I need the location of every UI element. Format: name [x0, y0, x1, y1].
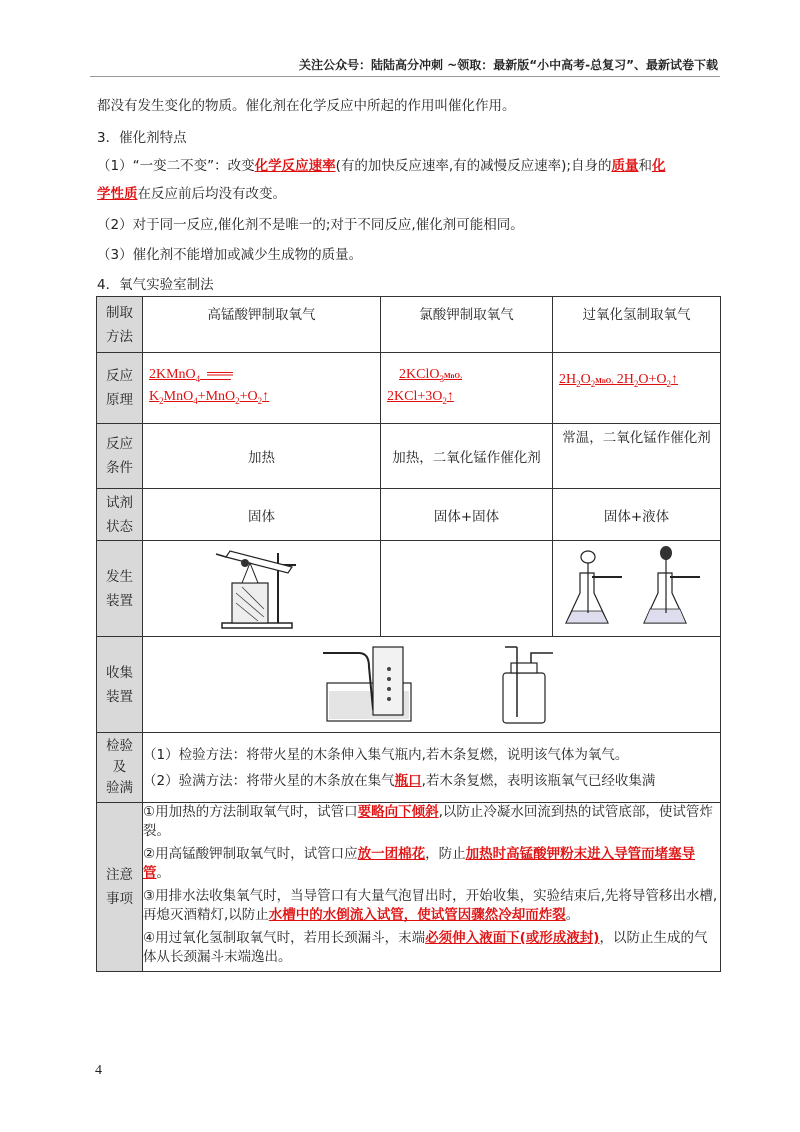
- state-h2o2: 固体+液体: [553, 489, 721, 541]
- row-test: [97, 733, 721, 803]
- equation-kclo3: 2KClO$_3$MnO₂ $2KCl+3O_2↑$: [381, 353, 553, 424]
- page-header: 关注公众号：陆陆高分冲刺 ~领取：最新版“小中高考-总复习”、最新试卷下载: [299, 58, 718, 72]
- section4-title: 4．氧气实验室制法: [97, 277, 214, 293]
- full-method: （2）验满方法：将带火星的木条放在集气瓶口,若木条复燃，表明该瓶氧气已经收集满: [143, 772, 656, 789]
- section3-item2: （2）对于同一反应,催化剂不是唯一的;对于不同反应,催化剂可能相同。: [97, 217, 524, 233]
- state-kclo3: 固体+固体: [381, 489, 553, 541]
- row-label: 反应 条件: [97, 424, 143, 489]
- note-4: ④用过氧化氢制取氧气时，若用长颈漏斗，末端必须伸入液面下(或形成液封)，以防止生成的气体从长颈漏斗末端逸出。: [143, 930, 708, 965]
- heating-apparatus-illustration: [212, 543, 312, 631]
- section3-item1: （1）“一变二不变”：改变化学反应速率(有的加快反应速率,有的减慢反应速率);自身的质量和化 学性质在反应前后均没有改变。: [97, 158, 666, 202]
- note-2: ②用高锰酸钾制取氧气时，试管口应放一团棉花，防止加热时高锰酸钾粉末进入导管而堵塞导管。: [143, 846, 696, 881]
- note-3: ③用排水法收集氧气时，当导管口有大量气泡冒出时，开始收集，实验结束后,先将导管移出水槽,再熄灭酒精灯,以防止水槽中的水倒流入试管，使试管因骤然冷却而炸裂。: [143, 888, 718, 923]
- section3-item3: （3）催化剂不能增加或减少生成物的质量。: [97, 247, 363, 263]
- apparatus-heating: [143, 541, 381, 637]
- row-principle: [97, 353, 721, 424]
- method-kclo3: 氯酸钾制取氧气: [381, 297, 553, 353]
- row-condition: [97, 424, 721, 489]
- note-1: ①用加热的方法制取氧气时，试管口要略向下倾斜,以防止冷凝水回流到热的试管底部，使试管炸裂。: [143, 804, 713, 839]
- row-label: 注意 事项: [97, 803, 143, 972]
- precautions: [143, 803, 721, 972]
- method-kmno4: 高锰酸钾制取氧气: [143, 297, 381, 353]
- key-term: 化学反应速率: [254, 158, 336, 174]
- equation-kmno4: 2KMnO$_4$ ═══ $K_2MnO_4+MnO_2+O_2↑$: [143, 353, 381, 424]
- test-methods: [143, 733, 721, 803]
- row-method: [97, 297, 721, 353]
- row-notes: [97, 803, 721, 972]
- row-apparatus: [97, 541, 721, 637]
- apparatus-empty: [381, 541, 553, 637]
- condition-kmno4: 加热: [143, 424, 381, 489]
- header-divider: [90, 76, 720, 77]
- collection-illustration: [323, 639, 583, 727]
- flask-apparatus-illustration: [562, 543, 712, 631]
- apparatus-flask: [553, 541, 721, 637]
- row-label: 制取 方法: [97, 297, 143, 353]
- key-term: 化: [651, 158, 666, 174]
- row-collect: [97, 637, 721, 733]
- condition-kclo3: 加热，二氧化锰作催化剂: [381, 424, 553, 489]
- row-label: 检验 及 验满: [97, 733, 143, 803]
- row-label: 发生 装置: [97, 541, 143, 637]
- method-h2o2: 过氧化氢制取氧气: [553, 297, 721, 353]
- section3-title: 3．催化剂特点: [97, 130, 187, 146]
- equation-h2o2: $2H_2O_2MnO_2$ $2H_2O+O_2↑$: [553, 353, 721, 424]
- page-number: 4: [95, 1063, 102, 1078]
- key-term: 质量: [611, 158, 639, 174]
- row-state: [97, 489, 721, 541]
- state-kmno4: 固体: [143, 489, 381, 541]
- intro-text: 都没有发生变化的物质。催化剂在化学反应中所起的作用叫催化作用。: [97, 98, 516, 114]
- row-label: 试剂 状态: [97, 489, 143, 541]
- row-label: 反应 原理: [97, 353, 143, 424]
- row-label: 收集 装置: [97, 637, 143, 733]
- condition-h2o2: 常温，二氧化锰作催化剂: [553, 424, 721, 489]
- key-term: 学性质: [97, 186, 138, 202]
- collect-apparatus: [143, 637, 721, 733]
- oxygen-preparation-table: [96, 296, 721, 972]
- check-method: （1）检验方法：将带火星的木条伸入集气瓶内,若木条复燃，说明该气体为氧气。: [143, 746, 629, 763]
